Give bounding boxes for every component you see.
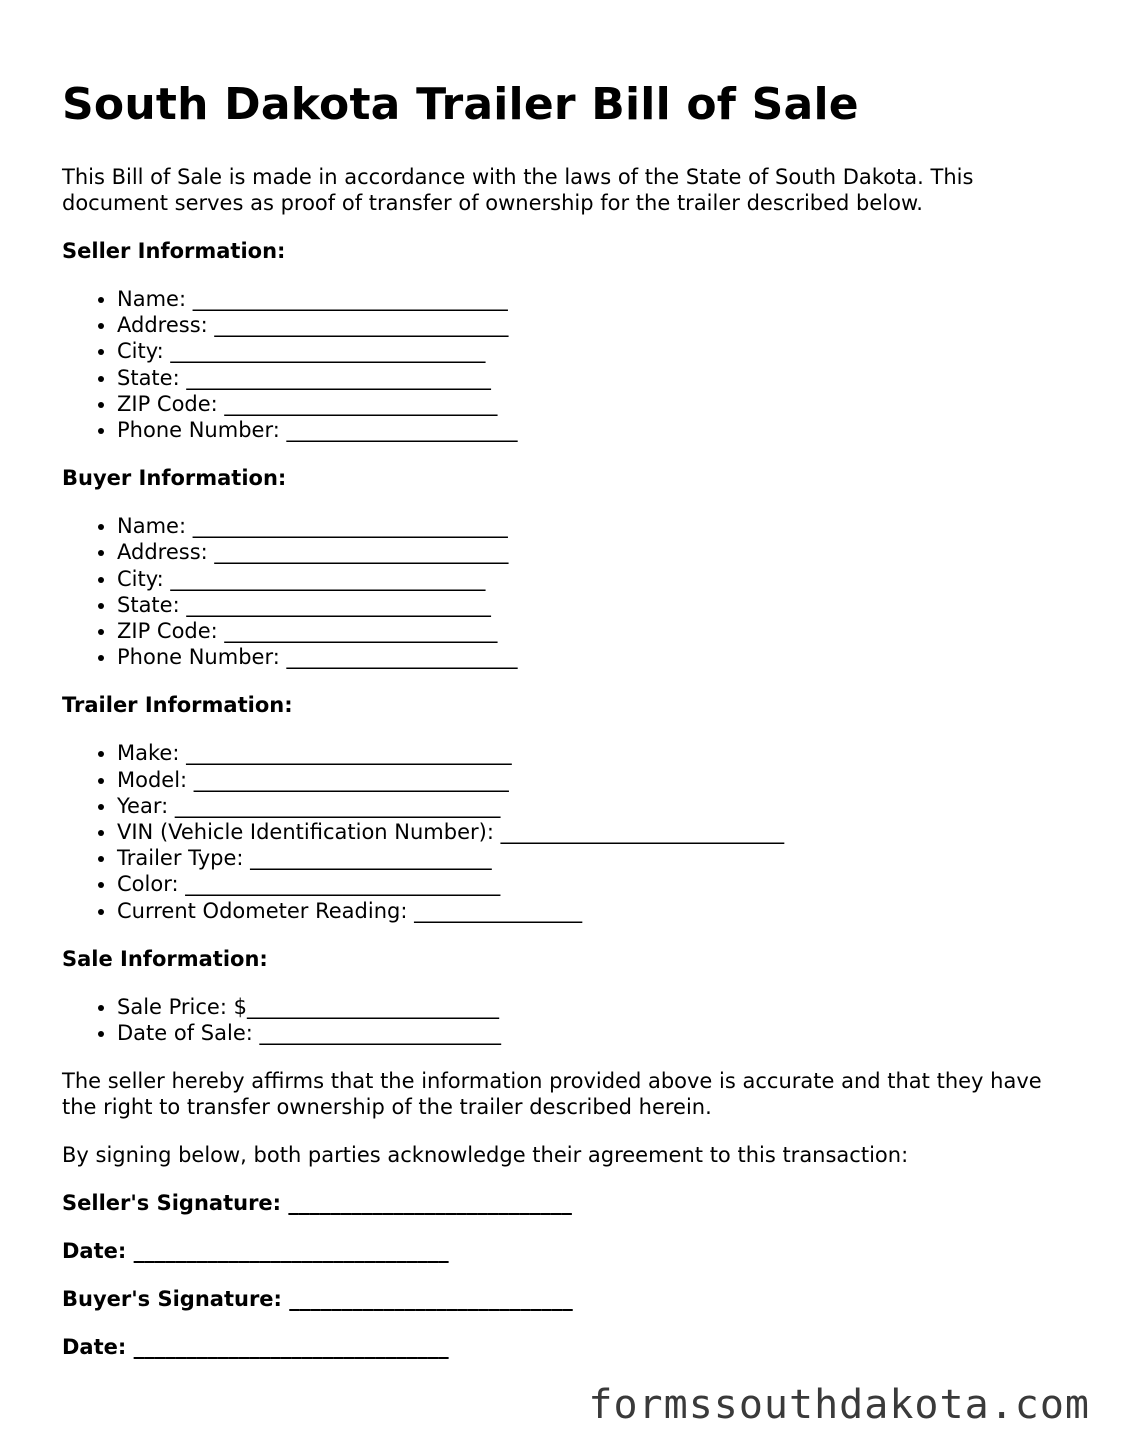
site-watermark: formssouthdakota.com	[588, 1382, 1090, 1428]
trailer-make-field: • Make: _______________________________	[117, 740, 1062, 766]
seller-phone-field: • Phone Number: ______________________	[117, 417, 1062, 443]
trailer-odometer-field: • Current Odometer Reading: ________________	[117, 898, 1062, 924]
affirmation-paragraph: The seller hereby affirms that the information provided above is accurate and that they have the right to transfer ownership of the trailer described herein.	[62, 1069, 1042, 1120]
buyer-state-field: • State: _____________________________	[117, 592, 1062, 618]
trailer-type-field: • Trailer Type: _______________________	[117, 845, 1062, 871]
seller-name-field: • Name: ______________________________	[117, 286, 1062, 312]
document-title: South Dakota Trailer Bill of Sale	[62, 79, 859, 130]
sale-date-field: • Date of Sale: _______________________	[117, 1020, 1062, 1046]
seller-state-field: • State: _____________________________	[117, 365, 1062, 391]
trailer-color-field: • Color: ______________________________	[117, 871, 1062, 897]
buyer-signature-line: Buyer's Signature: ___________________________	[62, 1287, 573, 1312]
seller-city-field: • City: ______________________________	[117, 338, 1062, 364]
buyer-zip-field: • ZIP Code: __________________________	[117, 618, 1062, 644]
trailer-year-field: • Year: _______________________________	[117, 793, 1062, 819]
buyer-date-line: Date: ______________________________	[62, 1335, 449, 1360]
sale-section-heading: Sale Information:	[62, 946, 268, 971]
intro-paragraph: This Bill of Sale is made in accordance with the laws of the State of South Dakota. This document serves as proof of transfer of ownership for the trailer described below.	[62, 165, 974, 215]
buyer-section-heading: Buyer Information:	[62, 466, 287, 491]
seller-fields-list	[62, 286, 1062, 443]
seller-signature-line: Seller's Signature: ___________________________	[62, 1191, 572, 1216]
seller-date-line: Date: ______________________________	[62, 1239, 449, 1264]
acknowledgement-paragraph: By signing below, both parties acknowledge their agreement to this transaction:	[62, 1143, 909, 1168]
sale-fields-list	[62, 994, 1062, 1046]
bill-of-sale-document	[62, 78, 1062, 1382]
trailer-vin-field: • VIN (Vehicle Identification Number): ___________________________	[117, 819, 1062, 845]
buyer-city-field: • City: ______________________________	[117, 566, 1062, 592]
buyer-phone-field: • Phone Number: ______________________	[117, 644, 1062, 670]
seller-address-field: • Address: ____________________________	[117, 312, 1062, 338]
trailer-model-field: • Model: ______________________________	[117, 767, 1062, 793]
trailer-fields-list	[62, 740, 1062, 923]
sale-price-field: • Sale Price: $________________________	[117, 994, 1062, 1020]
buyer-address-field: • Address: ____________________________	[117, 539, 1062, 565]
buyer-name-field: • Name: ______________________________	[117, 513, 1062, 539]
buyer-fields-list	[62, 513, 1062, 670]
seller-section-heading: Seller Information:	[62, 239, 286, 263]
trailer-section-heading: Trailer Information:	[62, 693, 293, 718]
seller-zip-field: • ZIP Code: __________________________	[117, 391, 1062, 417]
